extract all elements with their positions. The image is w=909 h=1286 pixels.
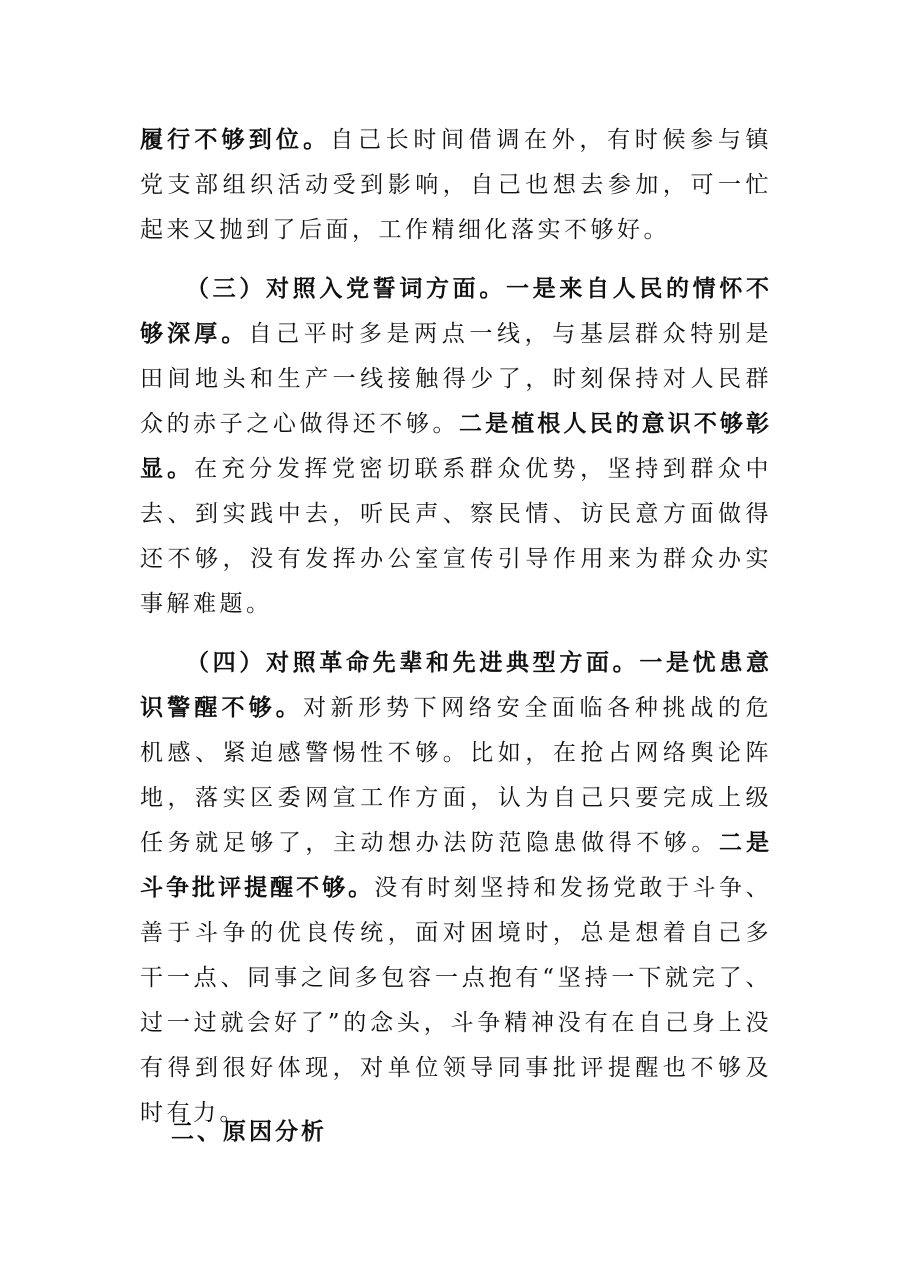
section-title-bold: （四）对照革命先辈和先进典型方面。一是忧患意识警醒不够。 [140, 650, 772, 721]
bold-phrase: 二是斗争批评提醒不够。 [140, 830, 773, 901]
body-text: 没有时刻坚持和发扬党敢于斗争、善于斗争的优良传统，面对困境时，总是想着自己多干一点、同事之间多包容一点抱有“坚持一下就完了、过一过就会好了”的念头，斗争精神没有在自己身上没有得到很好体现，对单位领导同事批评提醒也不够及时有力。 [140, 875, 773, 1126]
document-body [140, 118, 772, 1136]
bold-phrase: 二是植根人民的意识不够彰显。 [140, 411, 773, 482]
bold-phrase: 履行不够到位。 [140, 127, 331, 153]
body-text: 对新形势下网络安全面临各种挑战的危机感、紧迫感警惕性不够。比如，在抢占网络舆论阵地，落实区委网宣工作方面，认为自己只要完成上级任务就足够了，主动想办法防范隐患做得不够。 [140, 695, 773, 856]
paragraph-pioneers-section [140, 641, 772, 1136]
paragraph-duty-performance [140, 118, 772, 253]
body-text: 自己平时多是两点一线，与基层群众特别是田间地头和生产一线接触得少了，时刻保持对人民群众的赤子之心做得还不够。 [140, 321, 773, 437]
body-text: 自己长时间借调在外，有时候参与镇党支部组织活动受到影响，自己也想去参加，可一忙起来又抛到了后面，工作精细化落实不够好。 [140, 127, 773, 243]
paragraph-oath-section [140, 267, 772, 627]
section-heading: 二、原因分析 [171, 1119, 327, 1145]
section-title-bold: （三）对照入党誓词方面。一是来自人民的情怀不够深厚。 [140, 276, 772, 347]
body-text: 在充分发挥党密切联系群众优势，坚持到群众中去、到实践中去，听民声、察民情、访民意方面做得还不够，没有发挥办公室宣传引导作用来为群众办实事解难题。 [140, 456, 773, 617]
